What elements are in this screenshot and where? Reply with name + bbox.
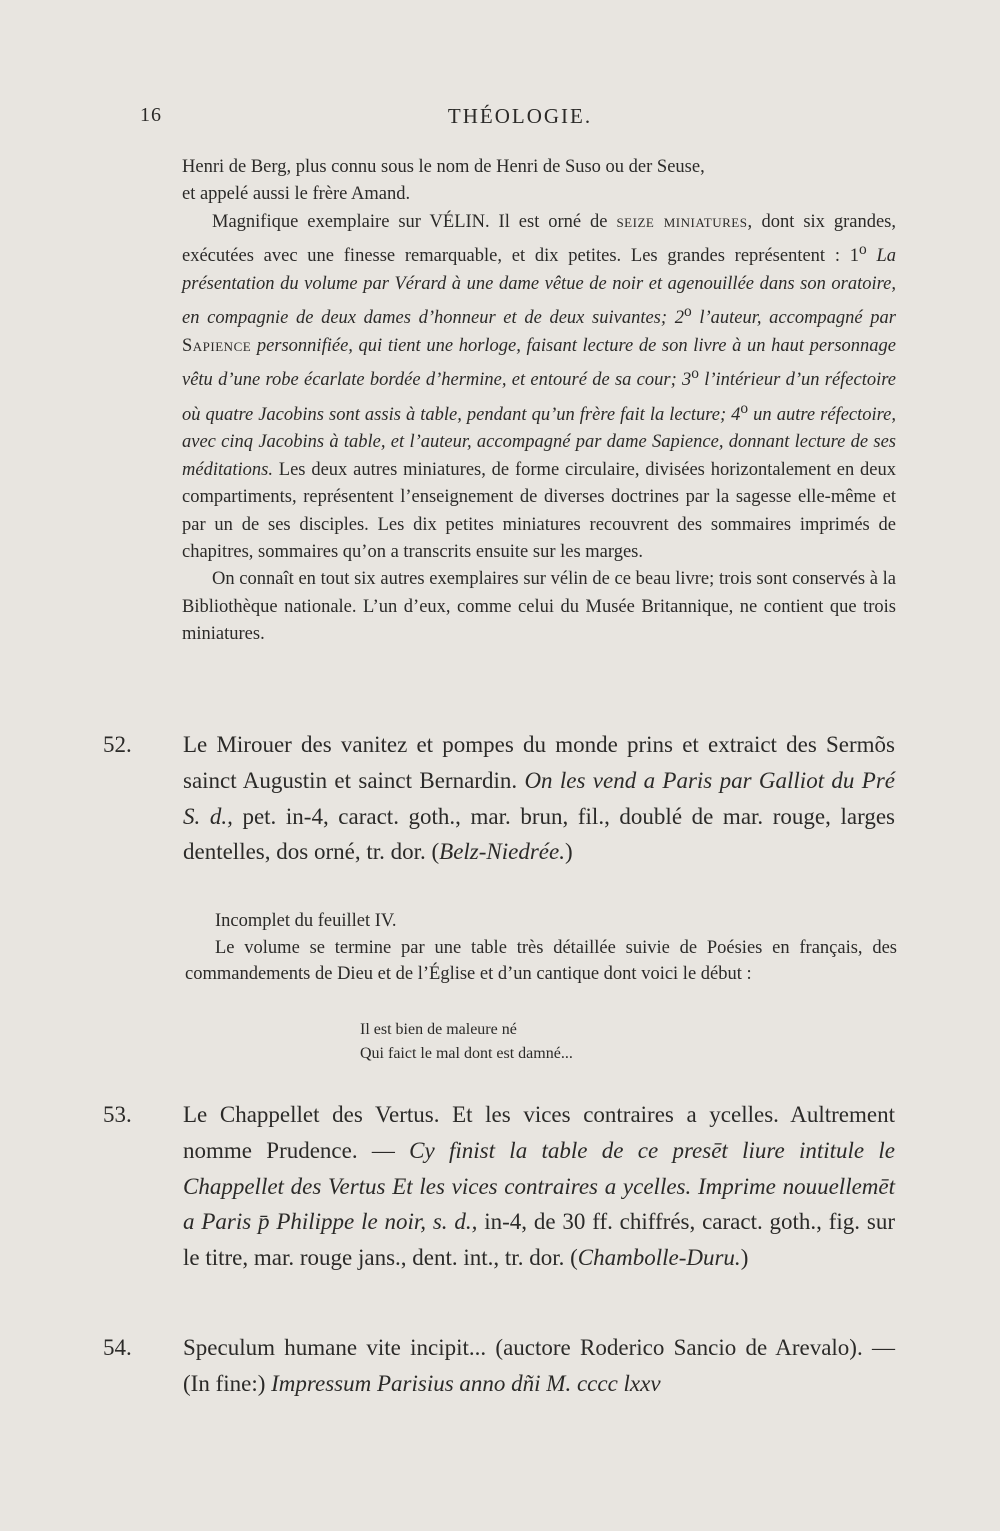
verse-quote: Il est bien de maleure né Qui faict le mal dont est damné... — [360, 1021, 573, 1062]
entry-52-notes: Incomplet du feuillet IV. Le volume se termine par une table très détaillée suivie de Poésies en français, des commandements de Dieu et de l’Église et d’un cantique dont voici le début : — [185, 911, 897, 984]
entry-52 — [103, 727, 895, 870]
entry-number: 54. — [103, 1335, 132, 1360]
page-number: 16 — [140, 104, 162, 126]
note-line: Henri de Berg, plus connu sous le nom de Henri de Suso ou der Seuse, et appelé aussi le frère Amand. — [182, 157, 705, 205]
running-title: THÉOLOGIE. — [447, 104, 593, 128]
entry-54-text: 54. Speculum humane vite incipit... (auctore Roderico Sancio de Arevalo). — (In fine:) Impressum Parisius anno dñi M. cccc lxxv — [143, 1330, 895, 1402]
entry-54 — [103, 1330, 895, 1402]
entry-51-notes — [182, 154, 896, 649]
entry-53 — [103, 1097, 895, 1276]
entry-53-text: 53. Le Chappellet des Vertus. Et les vices contraires a ycelles. Aultrement nomme Prudence. — Cy finist la table de ce presēt liure intitule le Chappellet des Vertus Et les vices contraires a ycelles. Imprime nouuellemēt a Paris p̄ Philippe le noir, s. d., in-4, de 30 ff. chiffrés, caract. goth., fig. sur le titre, mar. rouge jans., dent. int., tr. dor. (Chambolle-Duru.) — [143, 1097, 895, 1276]
entry-number: 53. — [103, 1102, 132, 1127]
entry-number: 52. — [103, 732, 132, 757]
entry-52-text: 52. Le Mirouer des vanitez et pompes du monde prins et extraict des Sermõs sainct Augustin et sainct Bernardin. On les vend a Paris par Galliot du Pré S. d., pet. in-4, caract. goth., mar. brun, fil., doublé de mar. rouge, larges dentelles, dos orné, tr. dor. (Belz-Niedrée.) — [143, 727, 895, 870]
description-paragraph: Magnifique exemplaire sur VÉLIN. Il est orné de seize miniatures, dont six grandes, exécutées avec une finesse remarquable, et dix petites. Les grandes représentent : 1$^o$ La présentation du volume par Vérard à une dame vêtue de noir et agenouillée dans son oratoire, en compagnie de deux dames d’honneur et de deux suivantes; 2$^o$ l’auteur, accompagné par Sapience personnifiée, qui tient une horloge, faisant lecture de son livre à un haut personnage vêtu d’une robe écarlate bordée d’hermine, et entouré de sa cour; 3$^o$ l’intérieur d’un réfectoire où quatre Jacobins sont assis à table, pendant qu’un frère fait la lecture; 4$^o$ un autre réfectoire, avec cinq Jacobins à table, et l’auteur, accompagné par dame Sapience, donnant lecture de ses méditations. Les deux autres miniatures, de forme circulaire, divisées horizontalement en deux compartiments, représentent l’enseignement de diverses doctrines par la sagesse elle-même et par un de ses disciples. Les dix petites miniatures recouvrent des sommaires imprimés de chapitres, sommaires qu’on a transcrits ensuite sur les marges. — [182, 211, 897, 562]
copies-paragraph: On connaît en tout six autres exemplaires sur vélin de ce beau livre; trois sont conservés à la Bibliothèque nationale. L’un d’eux, comme celui du Musée Britannique, ne contient que trois miniatures. — [182, 569, 896, 645]
running-head — [140, 104, 900, 134]
